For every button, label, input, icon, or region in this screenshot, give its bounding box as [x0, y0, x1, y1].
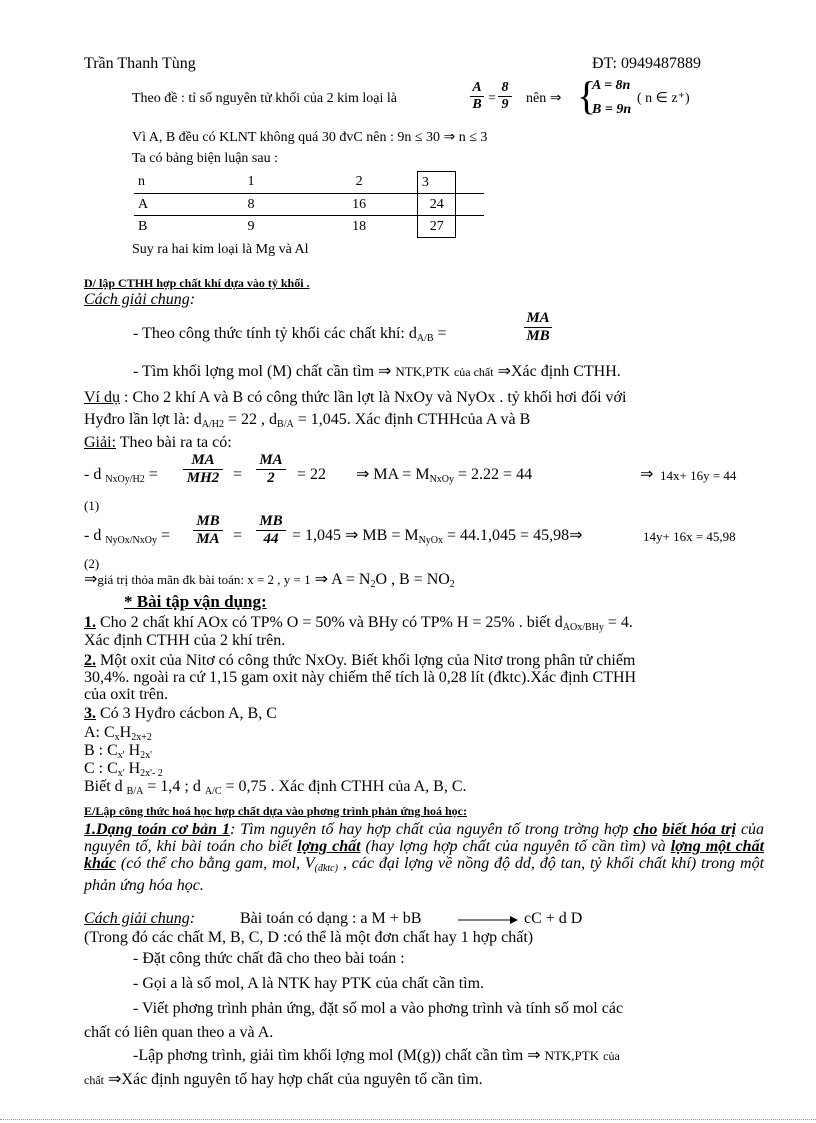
p1-isub: (đktc) [314, 863, 338, 874]
result-line [84, 571, 455, 591]
example-text: : Cho 2 khí A và B có công thức lần lợt là NxOy và NyOx . tỷ khối hơi đối với [124, 389, 627, 406]
eq1-ma-text: ⇒ MA = M [356, 466, 430, 483]
ratio-fraction-89 [498, 80, 512, 113]
eq2-result: 14y+ 16x = 45,98 [643, 529, 736, 544]
p1-f: (hay lợng hợp chất của [365, 838, 519, 855]
table-row [134, 172, 484, 194]
ex1-text: Cho 2 chất khí AOx có TP% O = 50% và BHy có TP% H = 25% . biết d [96, 614, 563, 631]
system-brace: { [577, 73, 597, 118]
intro-line3: Ta có bảng biện luận sau : [132, 151, 278, 166]
p1-j: , các đại [342, 855, 400, 872]
eq2-fraction1 [193, 513, 223, 548]
ex3-d [84, 778, 466, 798]
frac-den: 44 [263, 531, 279, 547]
ex3-a-c: A: C [84, 724, 115, 741]
ex3-number: 3. [84, 705, 96, 722]
ex3-c-c: C : C [84, 760, 118, 777]
frac-den: MB [526, 328, 550, 344]
eq1-d: - d [84, 466, 102, 483]
reaction-form [240, 910, 421, 928]
table-cell: 2 [355, 174, 363, 190]
e-step4 [133, 1047, 620, 1065]
p1-label: 1.Dạng toán cơ bản 1 [84, 821, 230, 838]
frac-den: MH2 [186, 470, 220, 486]
ex2-c: = 1,045. Xác định CTHHcủa A và B [297, 411, 531, 428]
eq1-ma-sub: NxOy [429, 474, 455, 485]
eq2-sub: NyOx/NxOy [105, 535, 157, 546]
table-cell: 16 [352, 196, 367, 212]
eq1-ma [356, 466, 532, 486]
exercises-title-text: * Bài tập vận dụng: [124, 592, 267, 611]
eq1-eq2: = [233, 466, 243, 483]
ex3-d-sub1: B/A [126, 786, 144, 797]
step1 [133, 325, 447, 345]
result-a: ⇒ A = N [314, 571, 371, 588]
eq2-number: (2) [84, 556, 100, 571]
ex2-line2: 30,4%. ngoài ra cứ 1,15 gam oxit này chiếm thể tích là 0,28 lít (đktc).Xác định CTHH [84, 669, 637, 686]
eq1-fraction1 [183, 452, 223, 487]
eq2-mb-text: = 1,045 ⇒ MB = M [292, 527, 419, 544]
ex3-b [84, 742, 152, 762]
eq2-mb [292, 527, 582, 547]
frac-den: 2 [267, 470, 275, 486]
exercises-title [124, 592, 267, 612]
eq1-ma-val: = 2.22 = 44 [458, 466, 533, 483]
ex3-b-c: B : C [84, 742, 118, 759]
phone-number: ĐT: 0949487889 [592, 55, 701, 72]
solution-label: Giải: [84, 434, 116, 451]
step1-text: - Theo công thức tính tỷ khối các chất khí: d [133, 325, 417, 342]
ex3-text: Có 3 Hyđro cácbon A, B, C [96, 705, 277, 722]
e-step4b [84, 1071, 483, 1089]
reaction-arrow-icon [458, 914, 518, 926]
ex3-d-b: = 1,4 ; d [147, 778, 201, 795]
ex1-number: 1. [84, 614, 96, 631]
ex3-c [84, 760, 163, 780]
p1-i: (có thể cho bằng gam, mol, V [120, 855, 315, 872]
ex3-a-x: x [114, 732, 120, 743]
ex3-d-a: Biết d [84, 778, 123, 795]
result-text: giá trị thỏa mãn đk bài toán: x = 2 , y = 1 [97, 572, 311, 587]
frac-den: 9 [501, 97, 509, 112]
table-cell: n [138, 174, 145, 190]
table-cell: 3 [417, 172, 456, 194]
fraction-ma-mb [524, 310, 552, 345]
solution-line [84, 434, 232, 452]
ex3-a-h: H [119, 724, 132, 741]
step2-cua: của chất [453, 365, 494, 379]
p1-d: của nguyên tố, khi bài toán cho biết [84, 821, 765, 855]
eq1-number: (1) [84, 498, 100, 513]
eq2-fraction2 [256, 513, 286, 548]
intro-line1: Theo đề : tỉ số nguyên tử khối của 2 kim loại là [132, 91, 397, 106]
p1-k: lợng về nồng độ dd, độ tan, tỷ khối chất khí) trong một phản ứng hóa học. [84, 855, 765, 894]
method-colon: : [189, 291, 196, 308]
frac-num: 8 [498, 80, 512, 97]
ex3-d-c: = 0,75 . Xác định CTHH của A, B, C. [225, 778, 467, 795]
method-e-colon: : [189, 910, 196, 927]
system-condition: ( n ∈ z⁺) [637, 91, 690, 106]
method-e-line [84, 910, 195, 928]
frac-den: MA [196, 531, 220, 547]
frac-den: B [472, 97, 482, 112]
exercise-1 [84, 614, 633, 634]
ex3-b-x: x' [117, 750, 125, 761]
method-e-label: Cách giải chung [84, 910, 190, 927]
intro-line2: Vì A, B đều có KLNT không quá 30 đvC nên : 9n ≤ 30 ⇒ n ≤ 3 [132, 130, 488, 145]
result-b: O , B = NO [375, 571, 450, 588]
author-name: Trần Thanh Tùng [84, 55, 196, 72]
section-e-paragraph [84, 821, 764, 894]
p1-e: lợng chất [297, 838, 361, 855]
result-b-sub: 2 [449, 579, 455, 590]
system-eq1: A = 8n [592, 78, 631, 93]
eq1-arrow: ⇒ [640, 466, 654, 483]
example-line1 [84, 389, 626, 407]
frac-num: MA [183, 452, 223, 470]
ex3-b-h: H [124, 742, 141, 759]
ex2-sub1: A/H2 [201, 419, 225, 430]
eq2-mb-sub: NyOx [418, 535, 444, 546]
ex3-c-sub: 2x'- 2 [140, 768, 163, 779]
frac-num: MA [524, 310, 552, 328]
intro-conclusion: Suy ra hai kim loại là Mg và Al [132, 242, 309, 257]
solution-text: Theo bài ra ta có: [116, 434, 232, 451]
reaction-note: (Trong đó các chất M, B, C, D :có thể là một đơn chất hay 1 hợp chất) [84, 929, 534, 946]
page-bottom-divider [0, 1119, 816, 1120]
eq1-sub: NxOy/H2 [105, 474, 145, 485]
ratio-fraction-ab [470, 80, 484, 113]
eq1-result: 14x+ 16y = 44 [660, 468, 737, 483]
step1-sub: A/B [416, 333, 434, 344]
ex3-c-h: H [124, 760, 141, 777]
p1-a: : Tìm nguyên tố hay hợp chất của nguyên tố trong trờng hợp [229, 821, 629, 838]
example-label: Ví dụ [84, 389, 120, 406]
reaction-right: cC + d D [524, 910, 583, 927]
eq1-eq: = [148, 466, 158, 483]
frac-num: A [470, 80, 484, 97]
table-cell: 27 [417, 216, 456, 238]
frac-num: MB [193, 513, 223, 531]
example-line2 [84, 411, 530, 431]
result-a-sub: 2 [370, 579, 376, 590]
p1-c: biết hóa trị [662, 821, 737, 838]
e-step4-result: ⇒Xác định nguyên tố hay hợp chất của nguyên tố cần tìm. [108, 1071, 483, 1088]
ex2-b: = 22 , d [228, 411, 278, 428]
ex2-sub2: B/A [277, 419, 294, 430]
ex2-a: Hyđro lần lợt là: d [84, 411, 202, 428]
e-step3: - Viết phơng trình phản ứng, đặt số mol a vào phơng trình và tính số mol các [133, 1000, 624, 1017]
eq2-eq2: = [233, 527, 243, 544]
eq1-fraction2 [256, 452, 286, 487]
e-step4-chat: chất [84, 1073, 104, 1087]
table-cell: 1 [247, 174, 255, 190]
e-step4-ntk: NTK,PTK [544, 1048, 600, 1063]
method-label: Cách giải chung [84, 291, 190, 308]
ex2-text: Một oxit của Nitơ có công thức NxOy. Biết khối lợng của Nitơ trong phân tử chiếm [96, 652, 636, 669]
e-step3b: chất có liên quan theo a và A. [84, 1024, 274, 1041]
ex2-number: 2. [84, 652, 96, 669]
table-row [134, 194, 484, 216]
e-step4-cua: của [603, 1049, 620, 1063]
reaction-left: Bài toán có dạng : a M + bB [240, 910, 422, 927]
section-e-title: E/Lập công thức hoá học hợp chất dựa vào phơng trình phản ứng hoá học: [84, 804, 467, 818]
eq1-value: = 22 [297, 466, 327, 483]
exercise-3 [84, 705, 277, 723]
ex3-c-x: x' [117, 768, 125, 779]
table-cell: 18 [352, 218, 367, 234]
equals-sign: = [488, 91, 496, 106]
ex1-sub: AOx/BHy [562, 622, 604, 633]
e-step1: - Đặt công thức chất đã cho theo bài toán : [133, 950, 405, 967]
exercise-2 [84, 652, 635, 670]
table-row [134, 216, 484, 238]
eq2-eq: = [161, 527, 171, 544]
table-cell: 24 [417, 194, 456, 216]
step2-result: ⇒Xác định CTHH. [497, 363, 621, 380]
p1-h: lợng một chất khác [84, 838, 765, 872]
eq1-start [84, 466, 158, 486]
step1-eq: = [437, 325, 447, 342]
ex1-line2: Xác định CTHH của 2 khí trên. [84, 632, 286, 649]
ex1-end: = 4. [607, 614, 633, 631]
result-arrow: ⇒ [84, 571, 98, 588]
frac-num: MA [256, 452, 286, 470]
e-step4-text: -Lập phơng trình, giải tìm khối lợng mol (M(g)) chất cần tìm ⇒ [133, 1047, 541, 1064]
ex3-a-sub: 2x+2 [131, 732, 152, 743]
p1-b: cho [633, 821, 658, 838]
then-arrow: nên ⇒ [526, 91, 562, 106]
eq2-start [84, 527, 170, 547]
system-eq2: B = 9n [592, 102, 632, 117]
section-d-title: D/ lập CTHH hợp chất khí dựa vào tỷ khối . [84, 276, 310, 290]
method-heading [84, 291, 195, 309]
table-cell: 9 [247, 218, 255, 234]
table-cell: A [138, 196, 149, 212]
eq2-d: - d [84, 527, 102, 544]
ex3-a [84, 724, 152, 744]
ex3-b-sub: 2x' [140, 750, 152, 761]
step2-ntk: NTK,PTK [395, 364, 450, 379]
step2 [133, 363, 621, 381]
frac-num: MB [256, 513, 286, 531]
ex2-line3: của oxit trên. [84, 686, 168, 703]
table-cell: B [138, 218, 148, 234]
ex3-d-sub2: A/C [204, 786, 222, 797]
e-step2: - Gọi a là số mol, A là NTK hay PTK của chất cần tìm. [133, 975, 485, 992]
table-cell: 8 [247, 196, 255, 212]
argument-table [134, 171, 484, 238]
eq2-mb-val: = 44.1,045 = 45,98⇒ [447, 527, 583, 544]
step2-text: - Tìm khối lợng mol (M) chất cần tìm ⇒ [133, 363, 392, 380]
p1-g: nguyên tố cần tìm) và [523, 838, 666, 855]
